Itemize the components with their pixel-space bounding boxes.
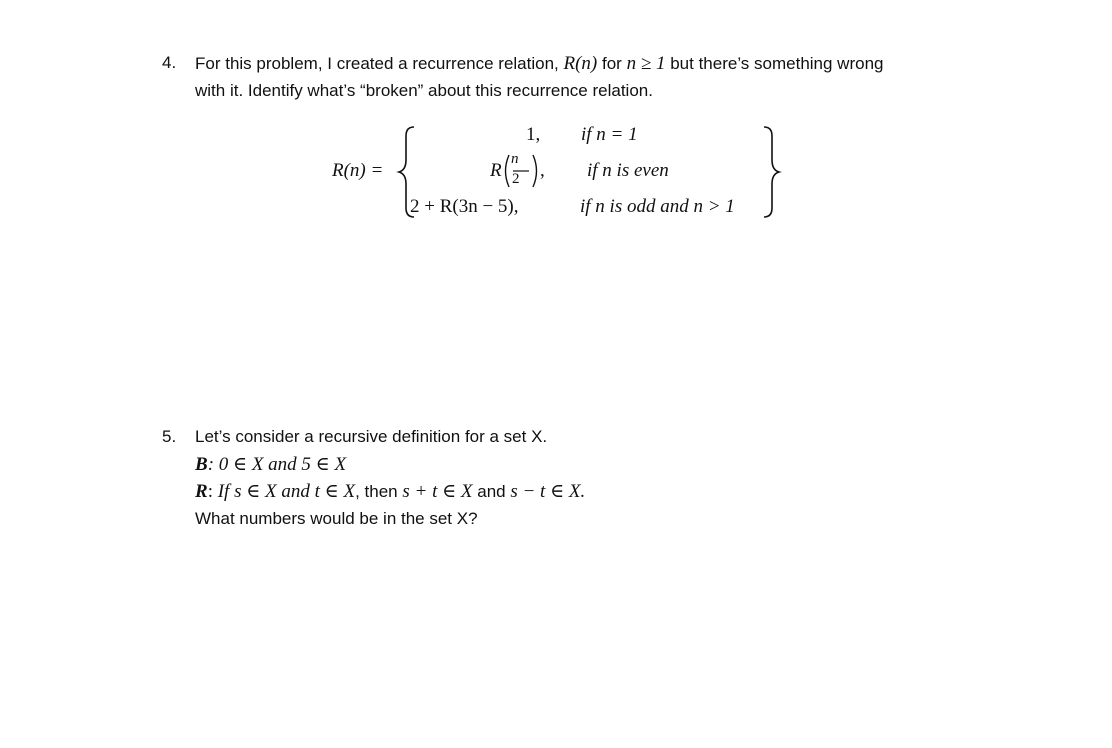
base-text: : 0 ∈ X and 5 ∈ X xyxy=(207,454,347,475)
fraction-numerator: n xyxy=(511,151,519,167)
case-3-condition: if n is odd and n > 1 xyxy=(580,196,735,217)
rule-and: and xyxy=(472,482,511,501)
case-2-comma: , xyxy=(540,160,545,181)
q4-text-a: For this problem, I created a recurrence relation, xyxy=(195,54,564,73)
rule-colon: : xyxy=(207,481,218,502)
q4-text-c: but there’s something wrong xyxy=(665,54,884,73)
recursive-rule-line xyxy=(195,480,585,503)
fraction-denominator: 2 xyxy=(512,171,520,187)
question-4-number: 4. xyxy=(162,53,177,72)
rule-sum: s + t ∈ X xyxy=(402,481,473,502)
case-2-r: R xyxy=(490,160,502,181)
rule-if: If s ∈ X and t ∈ X xyxy=(217,481,356,502)
case-1-value: 1, xyxy=(526,124,541,145)
rule-then: , then xyxy=(355,482,403,501)
q4-condition: n ≥ 1 xyxy=(626,53,666,74)
case-3-value: 2 + R(3n − 5), xyxy=(410,196,519,217)
q4-text-b: for xyxy=(597,54,627,73)
question-4-line-2: with it. Identify what’s “broken” about this recurrence relation. xyxy=(195,81,653,100)
case-1-condition: if n = 1 xyxy=(581,124,638,145)
base-case-line xyxy=(195,453,346,476)
question-5-intro: Let’s consider a recursive definition for a set X. xyxy=(195,427,548,446)
question-5-number: 5. xyxy=(162,427,177,446)
case-2-condition: if n is even xyxy=(587,160,669,181)
rule-label: R xyxy=(195,481,208,502)
q4-rn: R(n) xyxy=(563,53,598,74)
right-brace-icon xyxy=(760,124,782,220)
question-5-prompt: What numbers would be in the set X? xyxy=(195,509,478,528)
equation-lhs: R(n) = xyxy=(332,160,384,181)
rule-diff: s − t ∈ X. xyxy=(510,481,586,502)
question-4-line-1 xyxy=(195,53,883,75)
base-label: B xyxy=(195,454,208,475)
